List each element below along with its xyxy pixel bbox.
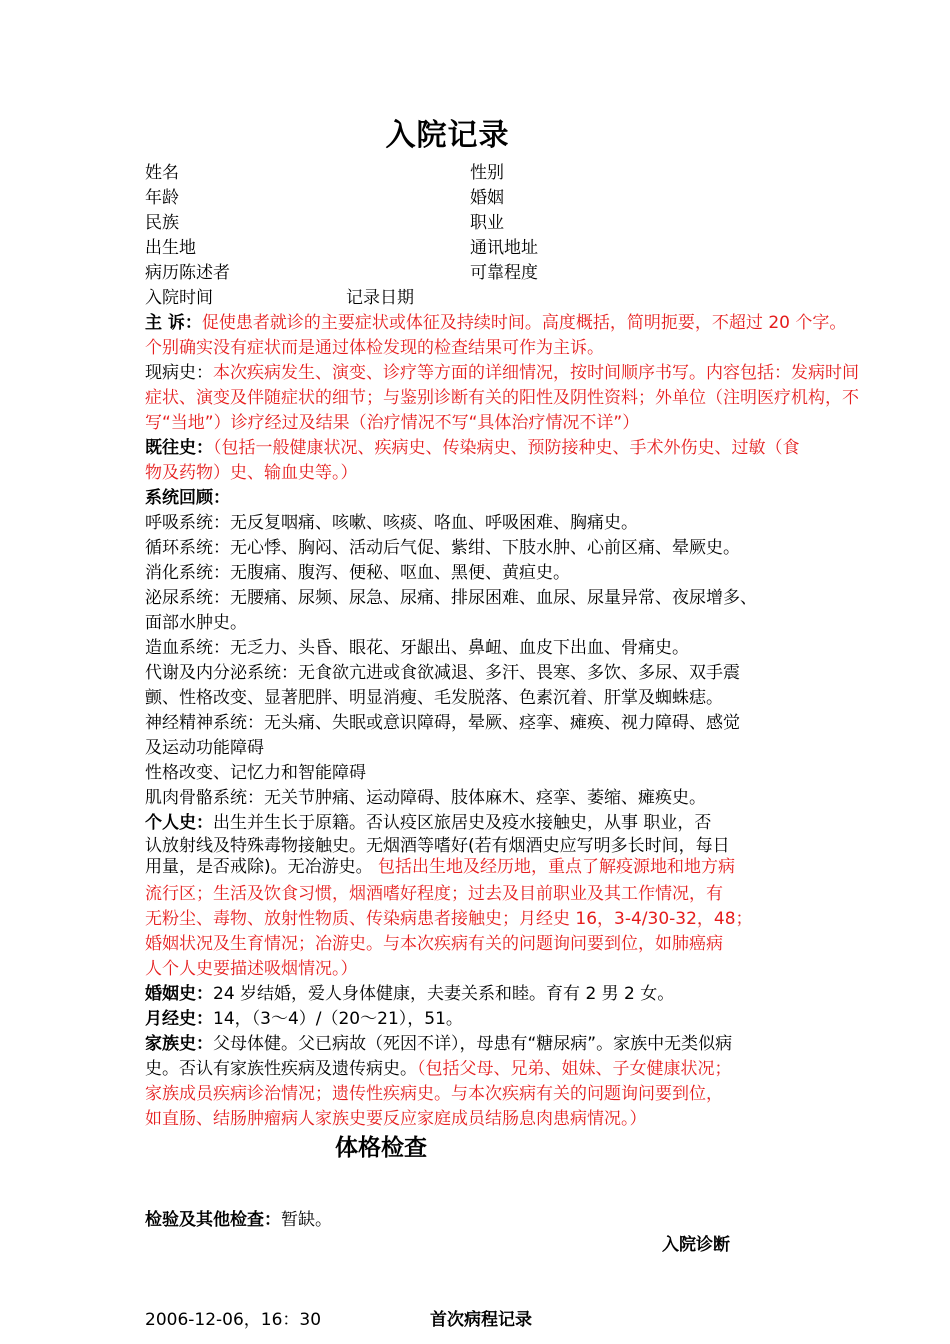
lab-line: 检验及其他检查：暂缺。	[145, 1210, 332, 1230]
marriage-label: 婚姻史：	[145, 984, 213, 1004]
field-narrator: 病历陈述者	[145, 263, 230, 283]
review-line: 及运动功能障碍	[145, 738, 264, 758]
review-line: 造血系统：无乏力、头昏、眼花、牙龈出、鼻衄、血皮下出血、骨痛史。	[145, 638, 689, 658]
field-admission-time: 入院时间	[145, 288, 213, 308]
review-line: 神经精神系统：无头痛、失眠或意识障碍，晕厥、痉挛、瘫痪、视力障碍、感觉	[145, 713, 740, 733]
review-line: 肌肉骨骼系统：无关节肿痛、运动障碍、肢体麻木、痉挛、萎缩、瘫痪史。	[145, 788, 706, 808]
first-record-heading: 首次病程记录	[430, 1310, 532, 1330]
menstrual-label: 月经史：	[145, 1009, 213, 1029]
personal-line-7: 人个人史要描述吸烟情况。）	[145, 959, 358, 979]
personal-line-3: 用量，是否戒除)。无冶游史。 包括出生地及经历地，重点了解疫源地和地方病	[145, 857, 736, 877]
physical-exam-heading: 体格检查	[335, 1135, 427, 1161]
family-line-3: 家族成员疾病诊治情况；遗传性疾病史。与本次疾病有关的问题询问要到位，	[145, 1084, 723, 1104]
field-address: 通讯地址	[470, 238, 538, 258]
review-line: 面部水肿史。	[145, 613, 247, 633]
review-line: 颤、性格改变、显著肥胖、明显消瘦、毛发脱落、色素沉着、肝掌及蜘蛛痣。	[145, 688, 723, 708]
field-record-date: 记录日期	[346, 288, 414, 308]
page-title: 入院记录	[385, 118, 510, 153]
personal-line-1: 个人史：出生并生长于原籍。否认疫区旅居史及疫水接触史，从事 职业，否	[145, 813, 712, 833]
review-line: 呼吸系统：无反复咽痛、咳嗽、咳痰、咯血、呼吸困难、胸痛史。	[145, 513, 638, 533]
diagnosis-heading: 入院诊断	[662, 1235, 730, 1255]
review-line: 性格改变、记忆力和智能障碍	[145, 763, 366, 783]
past-line-2: 物及药物）史、输血史等。）	[145, 463, 358, 483]
review-line: 泌尿系统：无腰痛、尿频、尿急、尿痛、排尿困难、血尿、尿量异常、夜尿增多、	[145, 588, 757, 608]
menstrual-line: 月经史：14，（3～4）/（20～21），51。	[145, 1009, 463, 1029]
field-name: 姓名	[145, 163, 179, 183]
review-label: 系统回顾：	[145, 488, 230, 508]
complaint-line-2: 个别确实没有症状而是通过体检发现的检查结果可作为主诉。	[145, 338, 604, 358]
field-ethnicity: 民族	[145, 213, 179, 233]
present-line-1: 现病史：本次疾病发生、演变、诊疗等方面的详细情况，按时间顺序书写。内容包括：发病时间	[145, 363, 859, 383]
complaint-line-1: 主 诉：促使患者就诊的主要症状或体征及持续时间。高度概括，简明扼要，不超过 20 个字。	[145, 313, 847, 333]
field-gender: 性别	[470, 163, 504, 183]
review-line: 消化系统：无腹痛、腹泻、便秘、呕血、黑便、黄疸史。	[145, 563, 570, 583]
footer-datetime: 2006-12-06，16：30	[145, 1310, 322, 1330]
past-line-1: 既往史：（包括一般健康状况、疾病史、传染病史、预防接种史、手术外伤史、过敏（食	[145, 438, 800, 458]
review-line: 代谢及内分泌系统：无食欲亢进或食欲减退、多汗、畏寒、多饮、多尿、双手震	[145, 663, 740, 683]
field-reliability: 可靠程度	[470, 263, 538, 283]
record-body	[145, 311, 950, 1132]
family-label: 家族史：	[145, 1034, 213, 1054]
present-line-3: 写“当地”）诊疗经过及结果（治疗情况不写“具体治疗情况不详”）	[145, 413, 640, 433]
field-marital: 婚姻	[470, 188, 504, 208]
personal-line-4: 流行区；生活及饮食习惯，烟酒嗜好程度；过去及目前职业及其工作情况，有	[145, 884, 723, 904]
complaint-label: 主 诉：	[145, 313, 202, 333]
present-label: 现病史：	[145, 363, 213, 383]
review-line: 循环系统：无心悸、胸闷、活动后气促、紫绀、下肢水肿、心前区痛、晕厥史。	[145, 538, 740, 558]
family-line-2: 史。否认有家族性疾病及遗传病史。（包括父母、兄弟、姐妹、子女健康状况；	[145, 1059, 732, 1079]
marriage-line: 婚姻史：24 岁结婚，爱人身体健康，夫妻关系和睦。育有 2 男 2 女。	[145, 984, 675, 1004]
lab-label: 检验及其他检查：	[145, 1210, 281, 1230]
personal-line-6: 婚姻状况及生育情况；冶游史。与本次疾病有关的问题询问要到位，如肺癌病	[145, 934, 723, 954]
family-line-1: 家族史：父母体健。父已病故（死因不详），母患有“糖尿病”。家族中无类似病	[145, 1034, 733, 1054]
personal-label: 个人史：	[145, 813, 213, 833]
family-line-4: 如直肠、结肠肿瘤病人家族史要反应家庭成员结肠息肉患病情况。）	[145, 1109, 647, 1129]
personal-line-5: 无粉尘、毒物、放射性物质、传染病患者接触史；月经史 16，3-4/30-32，48；	[145, 909, 753, 929]
past-label: 既往史：	[145, 438, 213, 458]
personal-line-2: 认放射线及特殊毒物接触史。无烟酒等嗜好(若有烟酒史应写明多长时间，每日	[145, 836, 730, 856]
field-age: 年龄	[145, 188, 179, 208]
field-occupation: 职业	[470, 213, 504, 233]
present-line-2: 症状、演变及伴随症状的细节；与鉴别诊断有关的阳性及阴性资料；外单位（注明医疗机构，不	[145, 388, 859, 408]
field-birthplace: 出生地	[145, 238, 196, 258]
